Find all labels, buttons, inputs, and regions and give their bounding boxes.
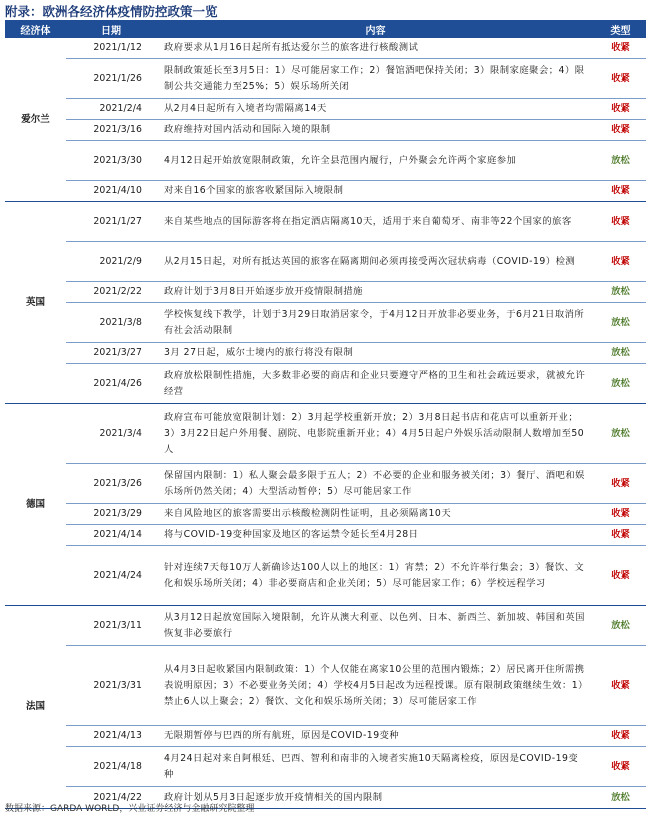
type-cell: 收紧 xyxy=(595,181,646,202)
content-cell: 政府要求从1月16日起所有抵达爱尔兰的旅客进行核酸测试 xyxy=(156,38,595,59)
type-cell: 放松 xyxy=(595,404,646,464)
content-cell: 限制政策延长至3月5日：1）尽可能居家工作；2）餐馆酒吧保持关闭；3）限制家庭聚会；4）限制公共交通能力至25%；5）娱乐场所关闭 xyxy=(156,59,595,99)
header-type: 类型 xyxy=(595,20,646,38)
table-row xyxy=(5,282,646,303)
table-row xyxy=(5,646,646,726)
type-cell: 放松 xyxy=(595,343,646,364)
table-row xyxy=(5,343,646,364)
country-cell: 爱尔兰 xyxy=(5,38,66,202)
content-cell: 从2月4日起所有入境者均需隔离14天 xyxy=(156,99,595,120)
content-cell: 从3月12日起放宽国际入境限制，允许从澳大利亚、以色列、日本、新西兰、新加坡、韩国和英国恢复非必要旅行 xyxy=(156,606,595,646)
content-cell: 政府放松限制性措施，大多数非必要的商店和企业只要遵守严格的卫生和社会疏远要求，就被允许经营 xyxy=(156,364,595,404)
content-cell: 政府宣布可能放宽限制计划：2）3月起学校重新开放；2）3月8日起书店和花店可以重新开业；3）3月22日起户外用餐、剧院、电影院重新开业；4）4月5日起户外娱乐活动限制人数增加至50人 xyxy=(156,404,595,464)
table-row xyxy=(5,242,646,282)
date-cell: 2021/3/29 xyxy=(66,504,156,525)
type-cell: 收紧 xyxy=(595,726,646,747)
date-cell: 2021/2/9 xyxy=(66,242,156,282)
date-cell: 2021/1/26 xyxy=(66,59,156,99)
table-row xyxy=(5,546,646,606)
page-title: 附录：欧洲各经济体疫情防控政策一览 xyxy=(5,4,218,19)
table-row xyxy=(5,141,646,181)
type-cell: 放松 xyxy=(595,282,646,303)
content-cell: 政府维持对国内活动和国际入境的限制 xyxy=(156,120,595,141)
table-row xyxy=(5,181,646,202)
date-cell: 2021/4/18 xyxy=(66,747,156,787)
header-date: 日期 xyxy=(66,20,156,38)
type-cell: 放松 xyxy=(595,364,646,404)
content-cell: 政府计划于3月8日开始逐步放开疫情限制措施 xyxy=(156,282,595,303)
date-cell: 2021/1/27 xyxy=(66,202,156,242)
header-country: 经济体 xyxy=(5,20,66,38)
content-cell: 3月 27日起，威尔士境内的旅行将没有限制 xyxy=(156,343,595,364)
type-cell: 收紧 xyxy=(595,99,646,120)
content-cell: 对来自16个国家的旅客收紧国际入境限制 xyxy=(156,181,595,202)
date-cell: 2021/3/30 xyxy=(66,141,156,181)
content-cell: 针对连续7天每10万人新确诊达100人以上的地区：1）宵禁；2）不允许举行集会；3）餐饮、文化和娱乐场所关闭；4）非必要商店和企业关闭；5）尽可能居家工作；6）学校远程学习 xyxy=(156,546,595,606)
date-cell: 2021/4/13 xyxy=(66,726,156,747)
table-row xyxy=(5,504,646,525)
date-cell: 2021/2/4 xyxy=(66,99,156,120)
content-cell: 来自风险地区的旅客需要出示核酸检测阴性证明，且必须隔离10天 xyxy=(156,504,595,525)
table-row xyxy=(5,364,646,404)
header-content: 内容 xyxy=(156,20,595,38)
type-cell: 收紧 xyxy=(595,242,646,282)
table-row xyxy=(5,525,646,546)
table-row xyxy=(5,202,646,242)
content-cell: 4月24日起对来自阿根廷、巴西、智利和南非的入境者实施10天隔离检疫，原因是COVID-19变种 xyxy=(156,747,595,787)
table-row xyxy=(5,726,646,747)
table-row xyxy=(5,464,646,504)
date-cell: 2021/4/14 xyxy=(66,525,156,546)
date-cell: 2021/3/8 xyxy=(66,303,156,343)
content-cell: 无限期暂停与巴西的所有航班，原因是COVID-19变种 xyxy=(156,726,595,747)
date-cell: 2021/3/16 xyxy=(66,120,156,141)
date-cell: 2021/3/4 xyxy=(66,404,156,464)
content-cell: 学校恢复线下教学，计划于3月29日取消居家令，于4月12日开放非必要业务，于6月21日取消所有社会活动限制 xyxy=(156,303,595,343)
table-row xyxy=(5,59,646,99)
table-row xyxy=(5,404,646,464)
type-cell: 放松 xyxy=(595,606,646,646)
policy-table xyxy=(5,20,646,809)
type-cell: 收紧 xyxy=(595,202,646,242)
type-cell: 收紧 xyxy=(595,59,646,99)
content-cell: 来自某些地点的国际游客将在指定酒店隔离10天，适用于来自葡萄牙、南非等22个国家的旅客 xyxy=(156,202,595,242)
type-cell: 放松 xyxy=(595,787,646,809)
date-cell: 2021/4/26 xyxy=(66,364,156,404)
type-cell: 收紧 xyxy=(595,464,646,504)
type-cell: 收紧 xyxy=(595,546,646,606)
table-row xyxy=(5,38,646,59)
country-cell: 法国 xyxy=(5,606,66,809)
type-cell: 收紧 xyxy=(595,646,646,726)
table-row xyxy=(5,747,646,787)
date-cell: 2021/2/22 xyxy=(66,282,156,303)
type-cell: 收紧 xyxy=(595,525,646,546)
content-cell: 政府计划从5月3日起逐步放开疫情相关的国内限制 xyxy=(156,787,595,809)
content-cell: 从2月15日起，对所有抵达英国的旅客在隔离期间必须再接受两次冠状病毒（COVID-19）检测 xyxy=(156,242,595,282)
content-cell: 将与COVID-19变种国家及地区的客运禁令延长至4月28日 xyxy=(156,525,595,546)
date-cell: 2021/4/24 xyxy=(66,546,156,606)
type-cell: 收紧 xyxy=(595,120,646,141)
type-cell: 放松 xyxy=(595,303,646,343)
type-cell: 收紧 xyxy=(595,747,646,787)
country-cell: 英国 xyxy=(5,202,66,404)
country-cell: 德国 xyxy=(5,404,66,606)
type-cell: 收紧 xyxy=(595,504,646,525)
type-cell: 收紧 xyxy=(595,38,646,59)
date-cell: 2021/1/12 xyxy=(66,38,156,59)
table-row xyxy=(5,303,646,343)
content-cell: 从4月3日起收紧国内限制政策：1）个人仅能在离家10公里的范围内锻炼；2）居民离开住所需携表说明原因；3）不必要业务关闭；4）学校4月5日起改为远程授课。原有限制政策继续生效：1）禁止6人以上聚会；2）餐饮、文化和娱乐场所关闭；3）尽可能居家工作 xyxy=(156,646,595,726)
date-cell: 2021/4/22 xyxy=(66,787,156,809)
type-cell: 放松 xyxy=(595,141,646,181)
table-row xyxy=(5,99,646,120)
date-cell: 2021/4/10 xyxy=(66,181,156,202)
date-cell: 2021/3/27 xyxy=(66,343,156,364)
table-row xyxy=(5,606,646,646)
content-cell: 4月12日起开始放宽限制政策，允许全县范围内履行，户外聚会允许两个家庭参加 xyxy=(156,141,595,181)
content-cell: 保留国内限制：1）私人聚会最多限于五人；2）不必要的企业和服务被关闭；3）餐厅、酒吧和娱乐场所仍然关闭；4）大型活动暂停；5）尽可能居家工作 xyxy=(156,464,595,504)
date-cell: 2021/3/26 xyxy=(66,464,156,504)
table-header-row xyxy=(5,20,646,38)
date-cell: 2021/3/11 xyxy=(66,606,156,646)
source-note: 数据来源：GARDA WORLD，兴业证券经济与金融研究院整理 xyxy=(5,804,255,814)
date-cell: 2021/3/31 xyxy=(66,646,156,726)
table-row xyxy=(5,120,646,141)
